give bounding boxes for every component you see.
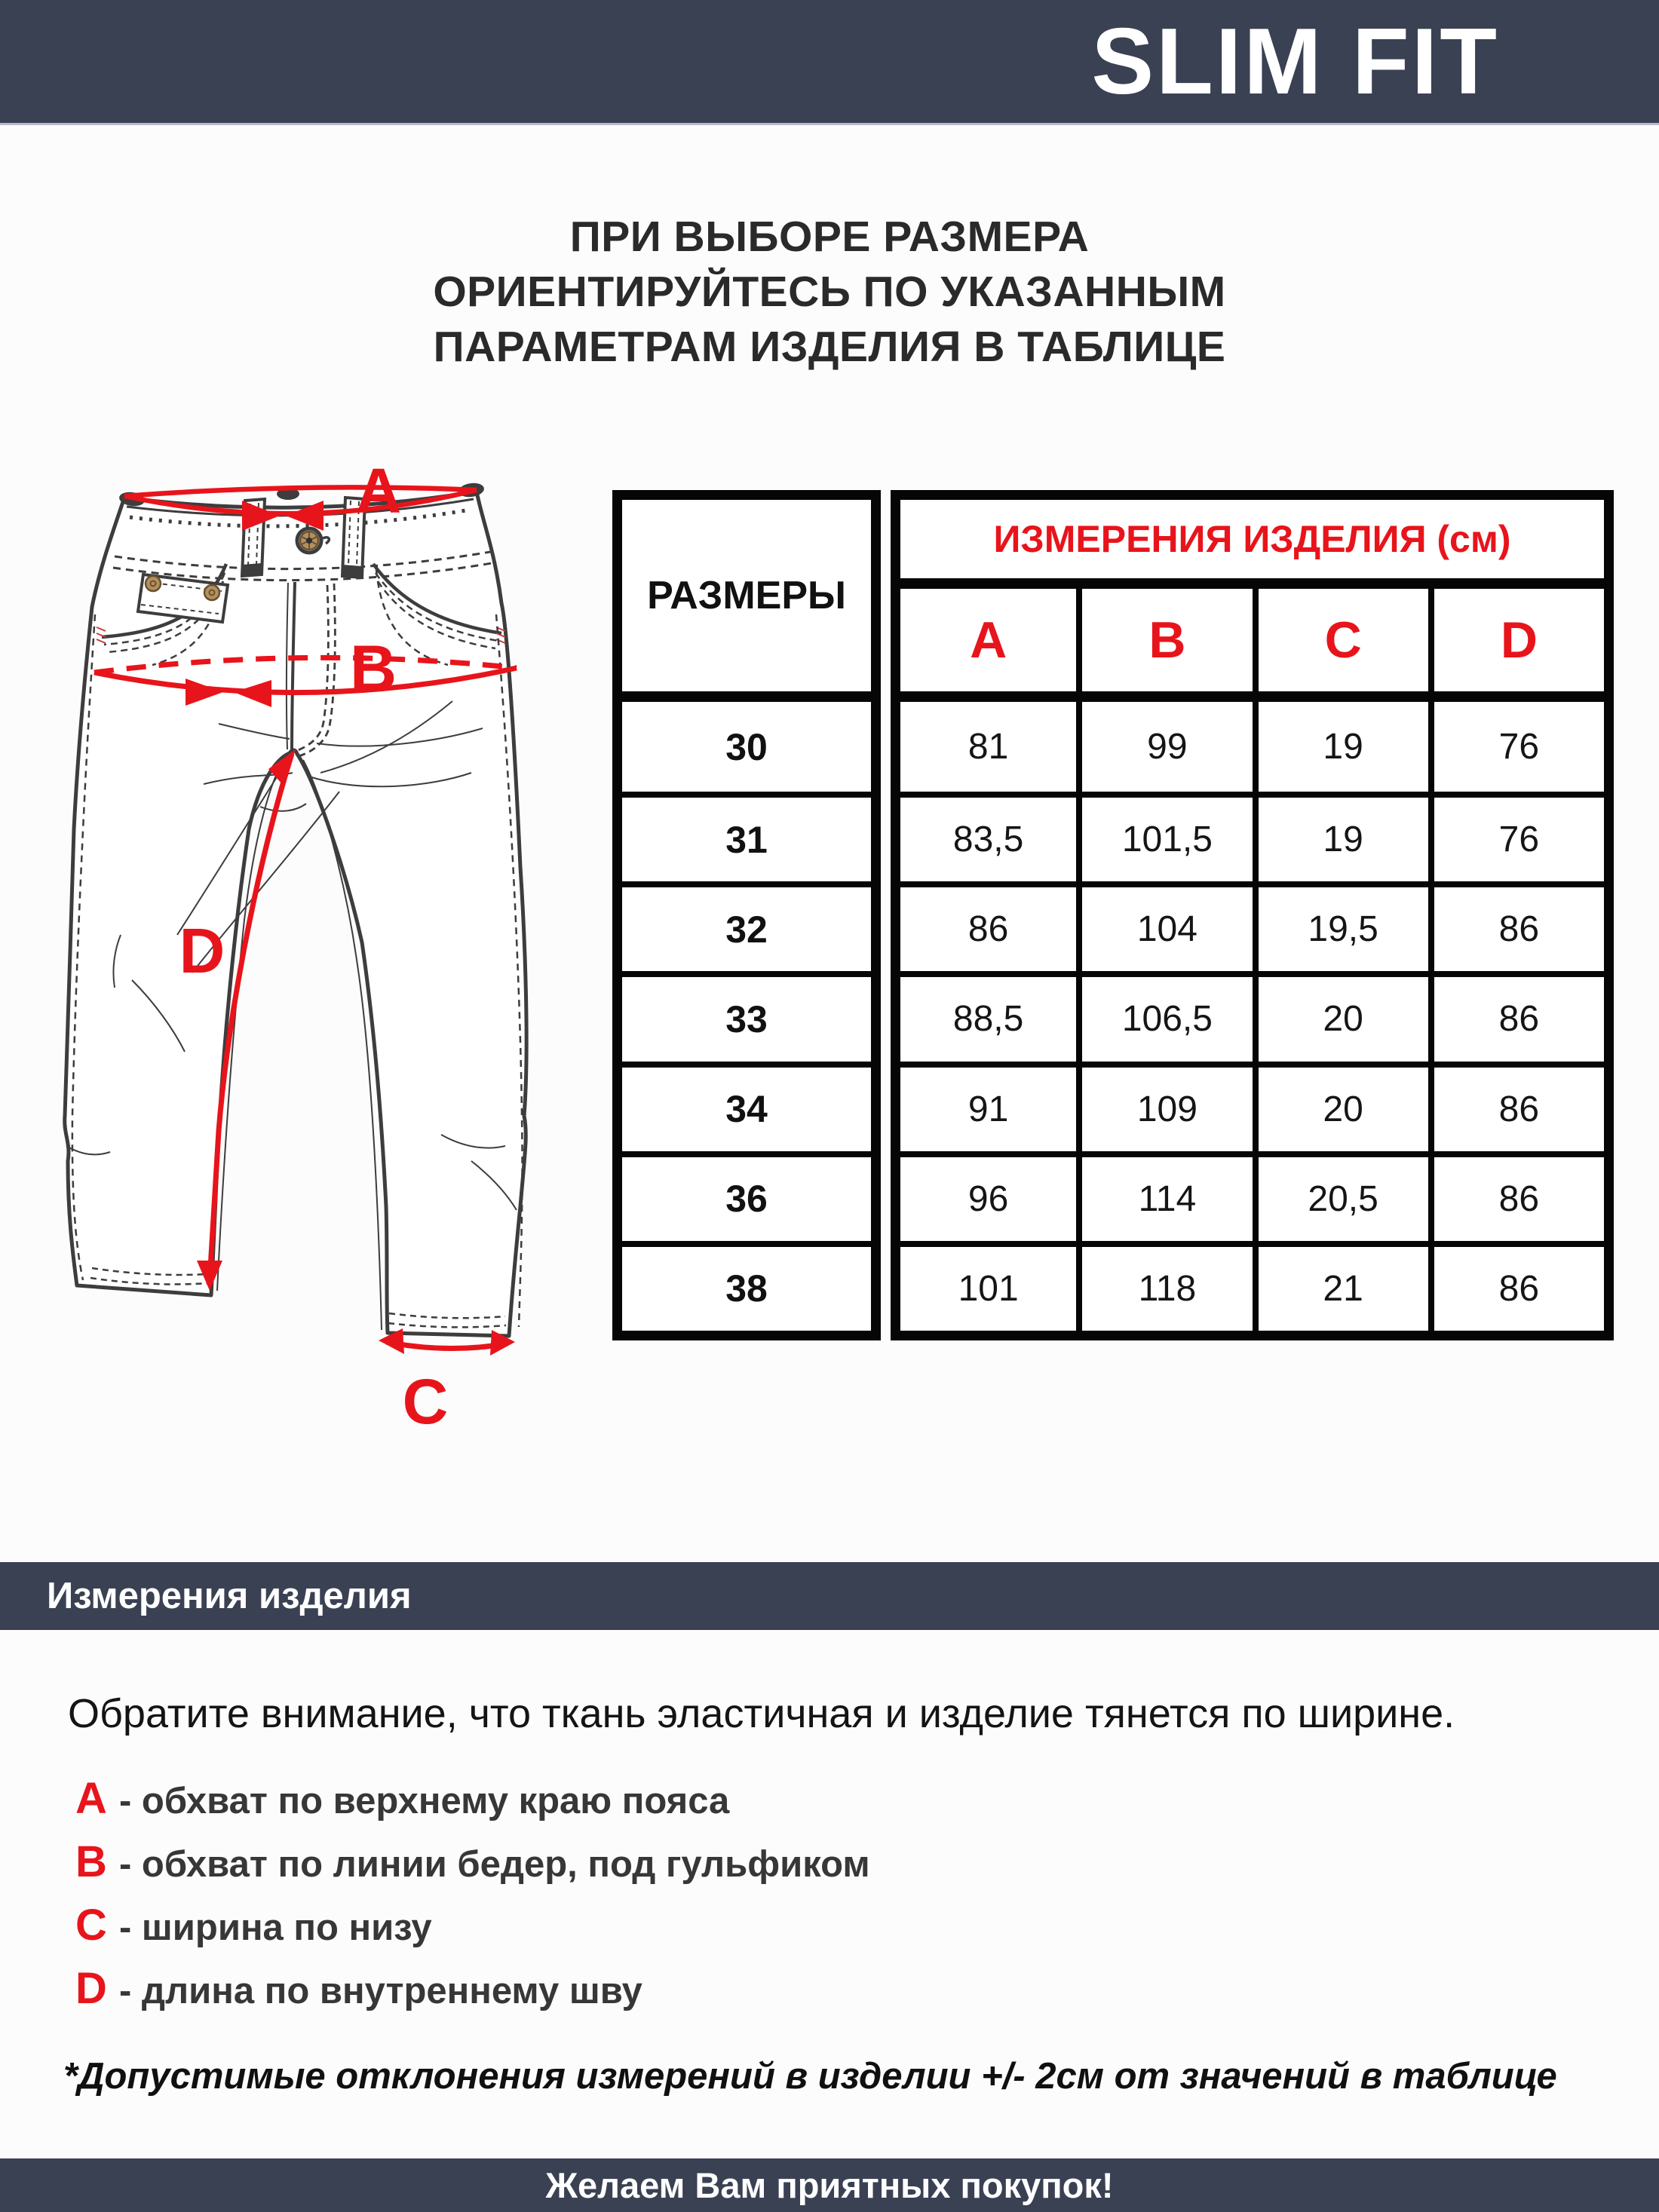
legend-letter-c: C [75, 1901, 107, 1950]
fabric-note: Обратите внимание, что ткань эластичная и изделие тянется по ширине. [68, 1691, 1455, 1736]
measurements-table [891, 490, 1614, 1340]
size-row-34: 34 [622, 1062, 871, 1151]
cell-30-a: 81 [967, 727, 1009, 767]
column-header-d: D [1428, 589, 1604, 702]
legend-text-b: - обхват по линии бедер, под гульфиком [119, 1844, 870, 1885]
intro-heading [0, 210, 1659, 375]
legend-item-b [75, 1837, 870, 1900]
sizes-column-table [612, 490, 881, 1340]
cell-34-b: 109 [1076, 1062, 1252, 1151]
legend-item-c [75, 1900, 870, 1963]
legend-text-d: - длина по внутреннему шву [119, 1971, 642, 2011]
cell-31-c: 19 [1253, 792, 1428, 881]
label-d: D [179, 915, 225, 986]
measurement-legend [75, 1773, 870, 2027]
cell-33-c: 20 [1253, 971, 1428, 1061]
cell-31-d: 76 [1428, 792, 1604, 881]
size-row-33: 33 [622, 971, 871, 1061]
cell-32-b: 104 [1076, 881, 1252, 971]
cell-32-c: 19,5 [1253, 881, 1428, 971]
cell-38-d: 86 [1428, 1241, 1604, 1331]
cell-38-b: 118 [1076, 1241, 1252, 1331]
sizes-header: РАЗМЕРЫ [622, 500, 871, 702]
cell-31-b: 101,5 [1076, 792, 1252, 881]
column-header-a: A [900, 589, 1076, 702]
cell-36-c: 20,5 [1253, 1151, 1428, 1241]
cell-31-a: 83,5 [900, 792, 1076, 881]
measure-c [379, 1328, 515, 1437]
size-row-32: 32 [622, 881, 871, 971]
legend-item-d [75, 1963, 870, 2027]
legend-letter-d: D [75, 1964, 107, 2013]
measurements-section-bar [0, 1562, 1659, 1630]
size-row-36: 36 [622, 1151, 871, 1241]
measurements-header: ИЗМЕРЕНИЯ ИЗДЕЛИЯ (см) [900, 500, 1604, 589]
cell-36-a: 96 [900, 1151, 1076, 1241]
label-a: A [355, 455, 402, 526]
cell-36-d: 86 [1428, 1151, 1604, 1241]
cell-30-d: 76 [1428, 702, 1604, 792]
size-row-30: 30 [725, 725, 768, 768]
legend-item-a [75, 1773, 870, 1837]
cell-30-b: 99 [1076, 702, 1252, 792]
cell-33-d: 86 [1428, 971, 1604, 1061]
label-b: B [349, 633, 397, 705]
legend-text-a: - обхват по верхнему краю пояса [119, 1781, 730, 1821]
label-c: C [402, 1366, 449, 1437]
cell-34-d: 86 [1428, 1062, 1604, 1151]
column-header-c: C [1253, 589, 1428, 702]
intro-line-3: ПАРАМЕТРАМ ИЗДЕЛИЯ В ТАБЛИЦЕ [433, 323, 1226, 371]
tolerance-note: *Допустимые отклонения измерений в изделии +/- 2см от значений в таблице [63, 2056, 1557, 2097]
size-row-38: 38 [622, 1241, 871, 1331]
cell-34-a: 91 [900, 1062, 1076, 1151]
cell-36-b: 114 [1076, 1151, 1252, 1241]
footer-message: Желаем Вам приятных покупок! [545, 2165, 1114, 2205]
top-bar [0, 0, 1659, 125]
intro-line-1: ПРИ ВЫБОРЕ РАЗМЕРА [569, 213, 1090, 261]
footer-bar [0, 2158, 1659, 2212]
cell-38-c: 21 [1253, 1241, 1428, 1331]
cell-32-d: 86 [1428, 881, 1604, 971]
legend-letter-b: B [75, 1837, 107, 1886]
cell-34-c: 20 [1253, 1062, 1428, 1151]
legend-text-c: - ширина по низу [119, 1907, 432, 1948]
intro-line-2: ОРИЕНТИРУЙТЕСЬ ПО УКАЗАННЫМ [433, 268, 1226, 316]
cell-32-a: 86 [900, 881, 1076, 971]
cell-38-a: 101 [900, 1241, 1076, 1331]
legend-letter-a: A [75, 1774, 107, 1823]
jeans-outline [65, 492, 526, 1336]
column-header-b: B [1076, 589, 1252, 702]
jeans-diagram [30, 452, 603, 1523]
cell-33-b: 106,5 [1076, 971, 1252, 1061]
cell-30-c: 19 [1253, 702, 1428, 792]
fit-type-title: SLIM FIT [1091, 9, 1499, 114]
size-row-31: 31 [622, 792, 871, 881]
measurements-section-title: Измерения изделия [47, 1576, 412, 1616]
cell-33-a: 88,5 [900, 971, 1076, 1061]
